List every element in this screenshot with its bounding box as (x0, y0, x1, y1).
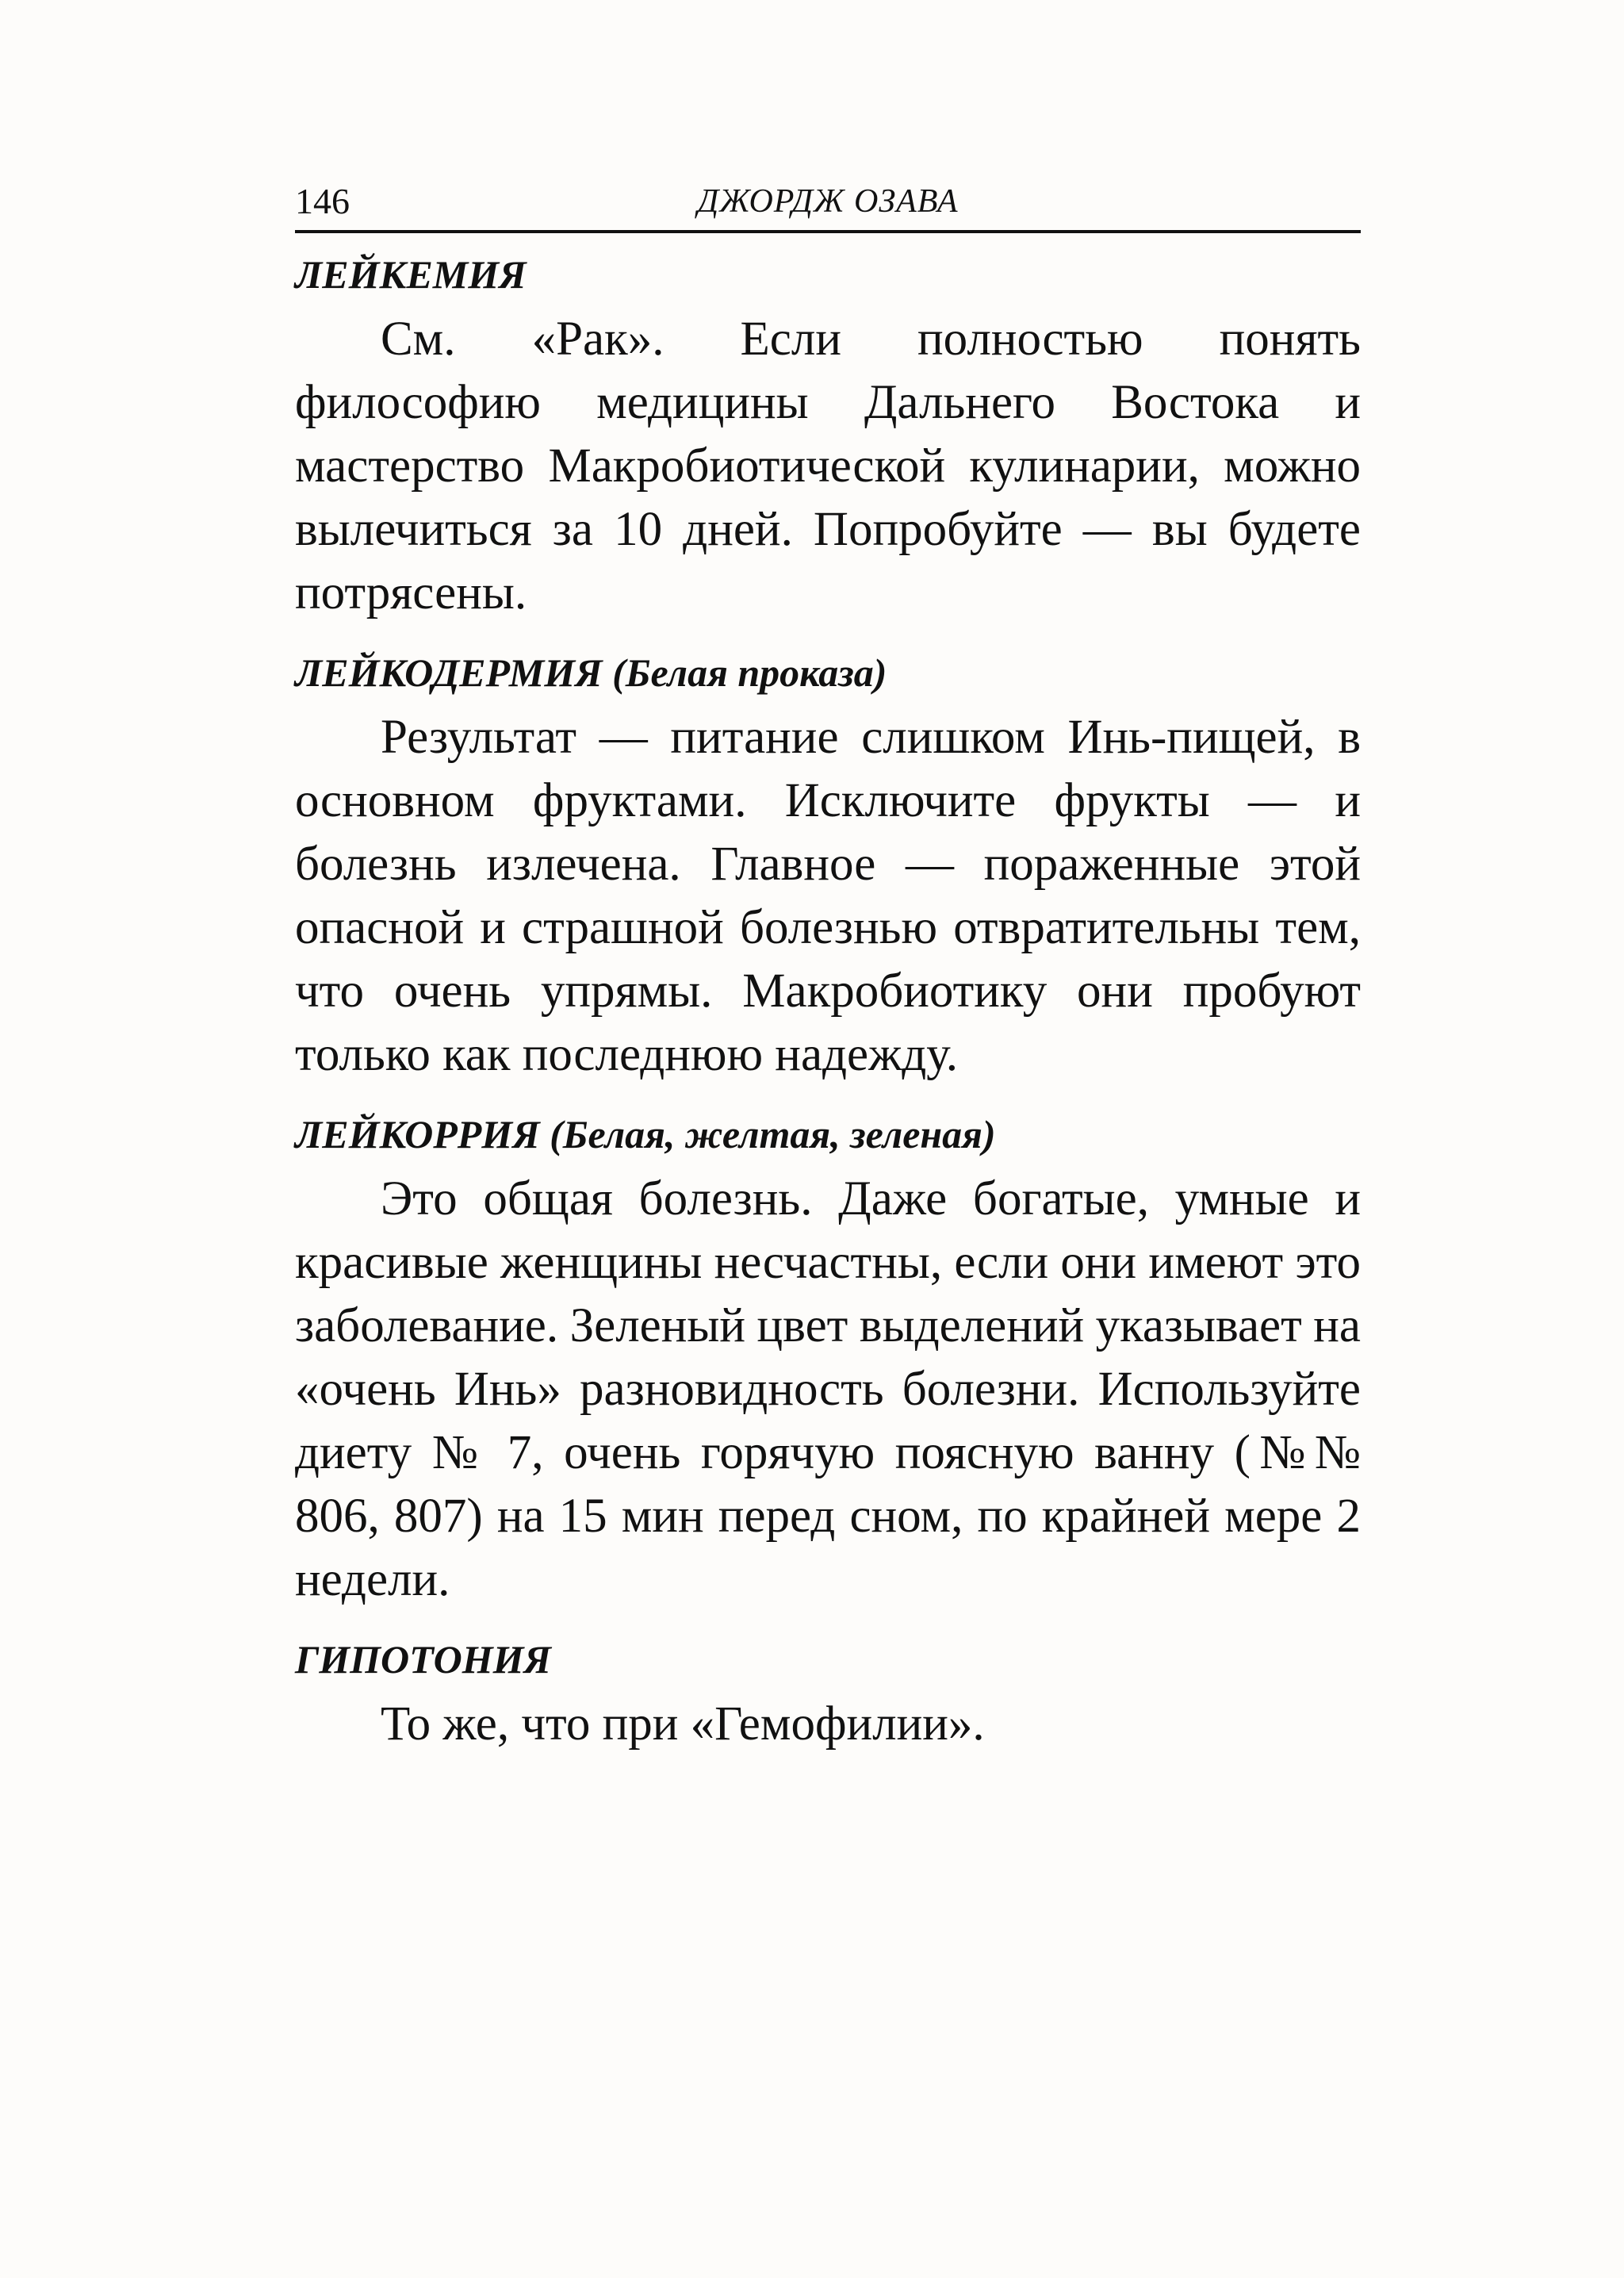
entry-leukemia (295, 244, 1361, 625)
entry-leukorrhea (295, 1104, 1361, 1612)
entry-heading: ЛЕЙКОРРИЯ (Белая, желтая, зеленая) (295, 1112, 996, 1156)
entry-heading: ЛЕЙКЕМИЯ (295, 252, 527, 297)
running-head (295, 174, 1361, 233)
book-page (295, 174, 1361, 1756)
entry-leukoderma (295, 642, 1361, 1087)
entry-heading: ГИПОТОНИЯ (295, 1637, 551, 1682)
entry-body: См. «Рак». Если полностью понять философию медицины Дальнего Востока и мастерство Макробиотической кулинарии, можно вылечиться за 10 дней. Попробуйте — вы будете потрясены. (295, 313, 1361, 619)
running-title: ДЖОРДЖ ОЗАВА (697, 183, 959, 220)
entry-hypotension (295, 1629, 1361, 1756)
page-number: 146 (295, 181, 350, 221)
entry-heading: ЛЕЙКОДЕРМИЯ (Белая проказа) (295, 650, 887, 695)
entry-body: То же, что при «Гемофилии». (381, 1697, 985, 1751)
entry-body: Результат — питание слишком Инь-пищей, в основном фруктами. Исключите фрукты — и болезнь излечена. Главное — пораженные этой опасной и страшной болезнью отвратительны тем, что очень упрямы. Макробиотику они пробуют только как последнюю надежду. (295, 711, 1361, 1081)
entry-body: Это общая болезнь. Даже богатые, умные и красивые женщины несчастны, если они имеют это заболевание. Зеленый цвет выделений указывает на «очень Инь» разновидность болезни. Используйте диету № 7, очень горячую поясную ванну (№№ 806, 807) на 15 мин перед сном, по крайней мере 2 недели. (295, 1172, 1361, 1606)
